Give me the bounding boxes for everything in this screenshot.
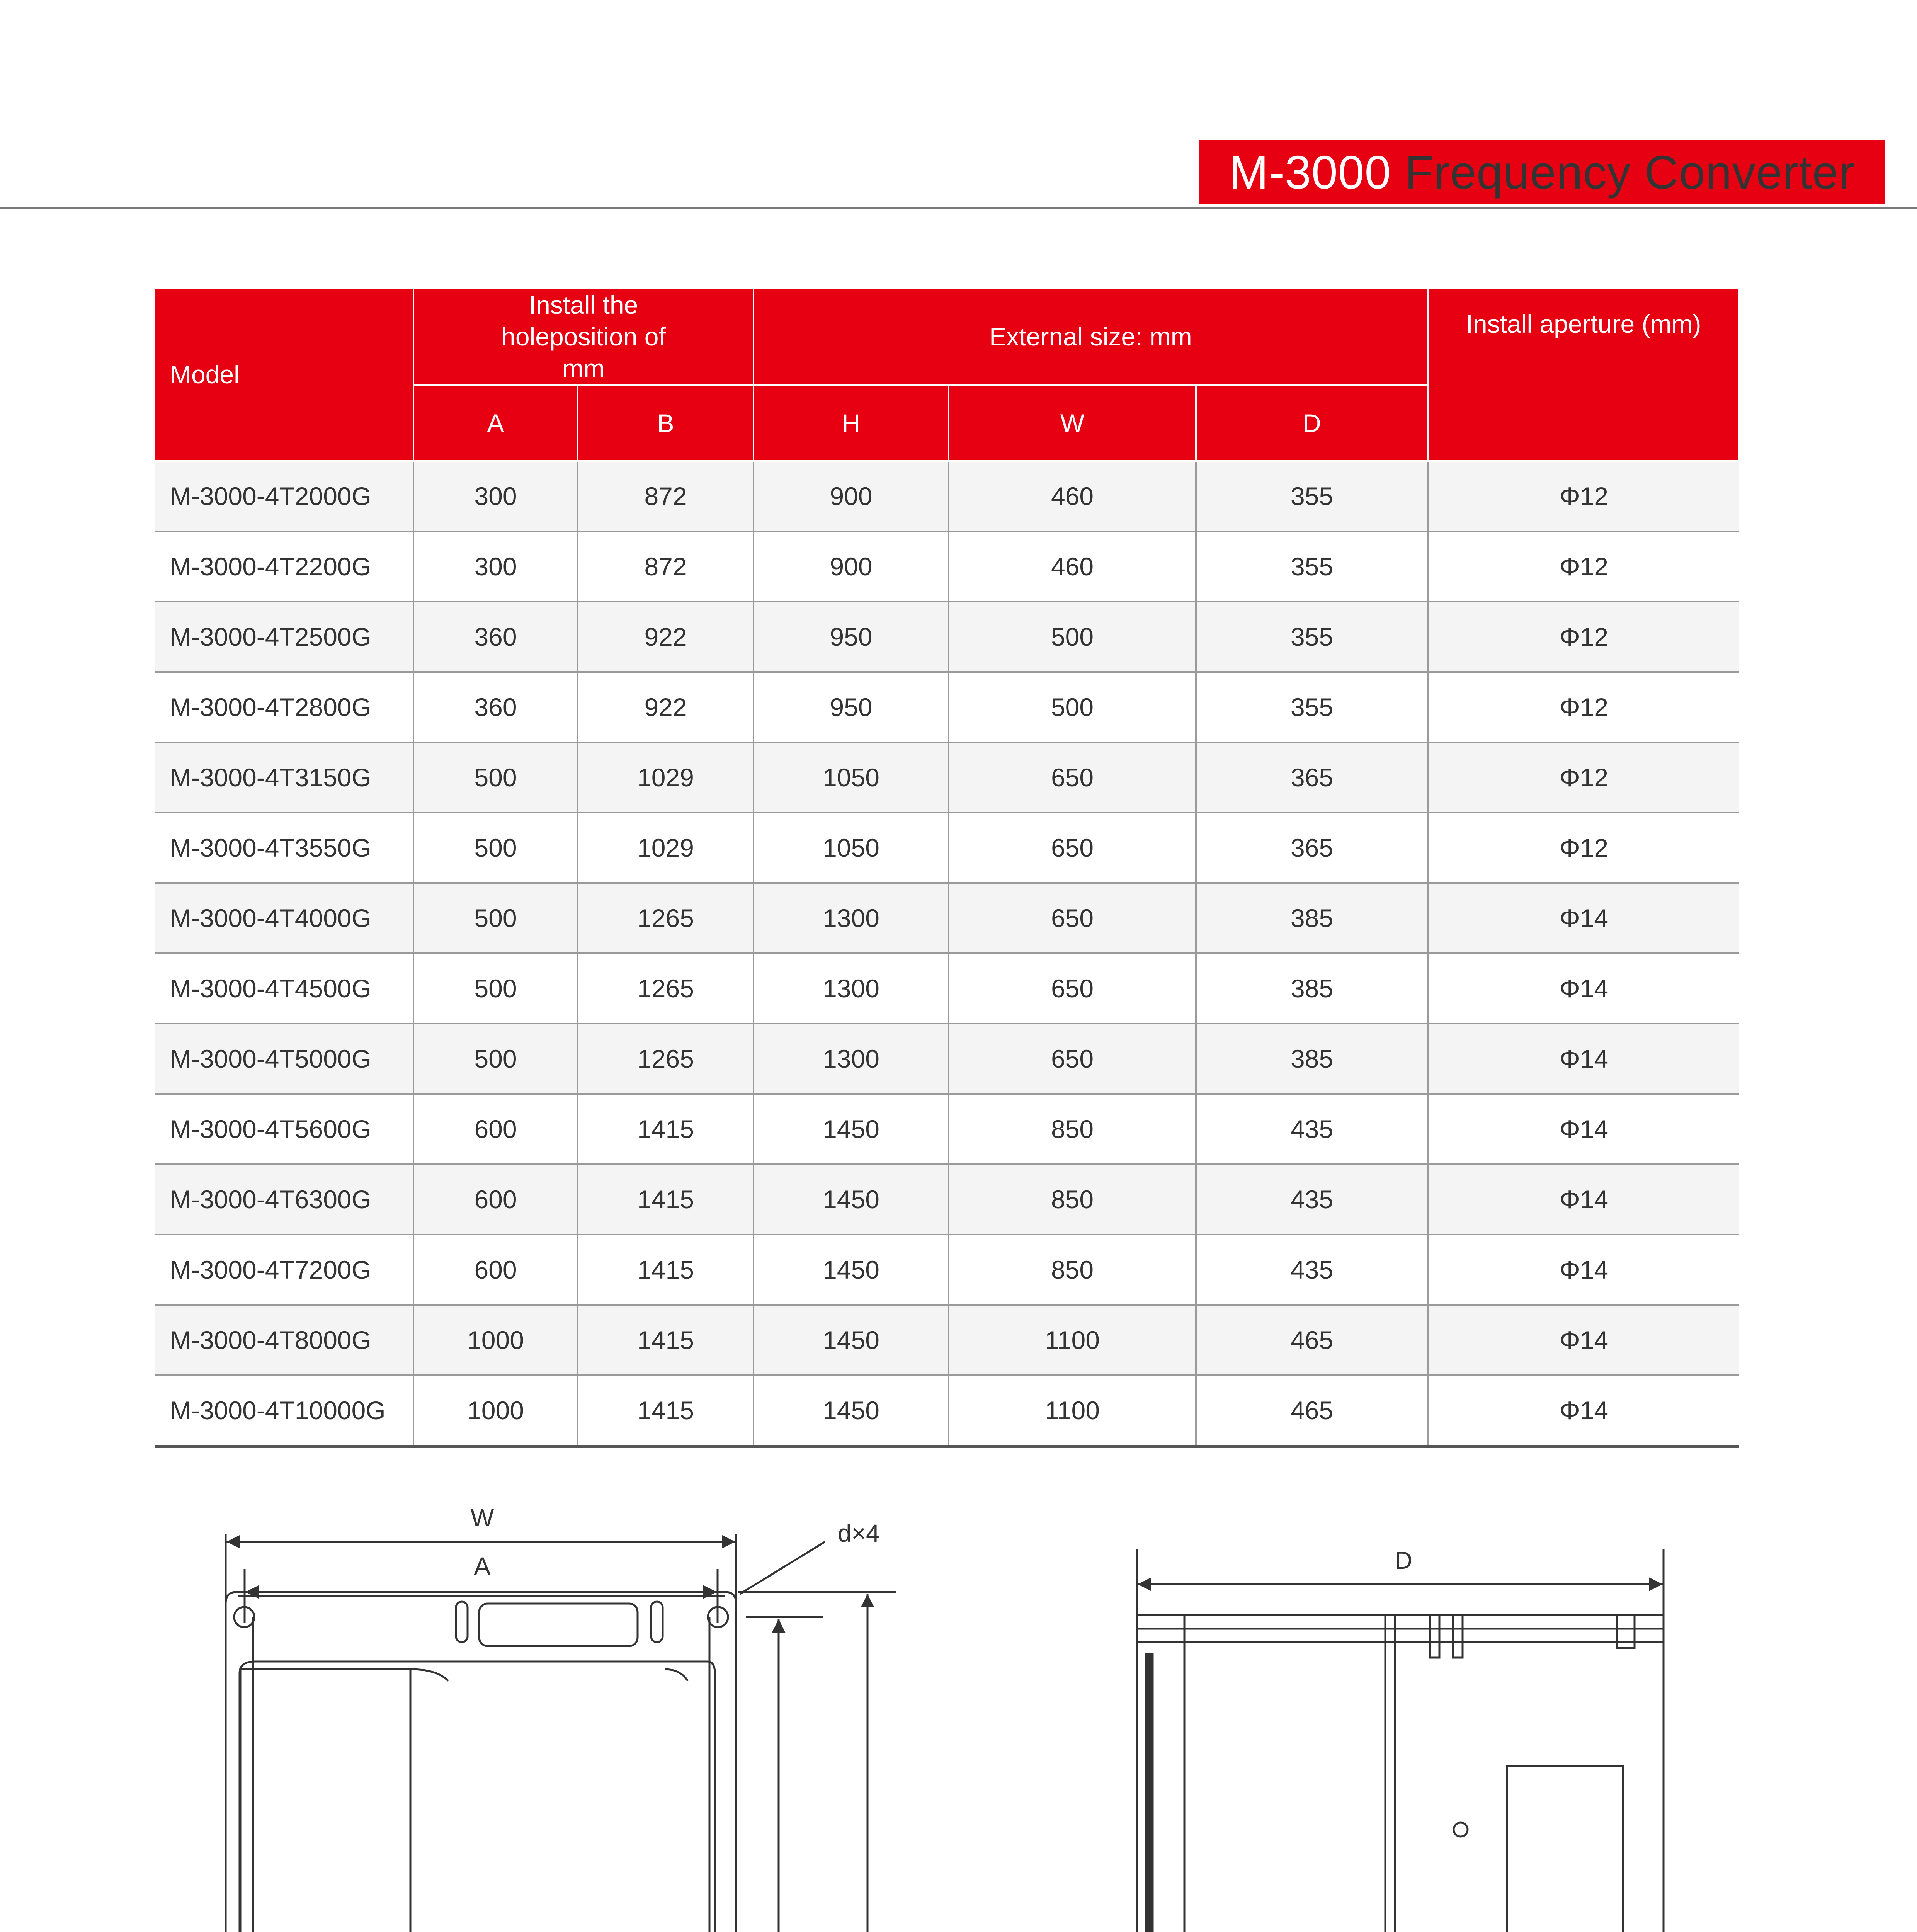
- table-cell: 460: [949, 531, 1196, 602]
- model-cell: M-3000-4T5000G: [155, 1024, 413, 1094]
- dim-label-a: A: [474, 1552, 491, 1580]
- table-cell: 355: [1196, 531, 1428, 602]
- table-cell: 385: [1196, 883, 1428, 953]
- header-title: Frequency Converter: [1405, 146, 1855, 199]
- col-header-model: Model: [155, 288, 413, 461]
- table-cell: 1265: [578, 953, 754, 1024]
- table-cell: 850: [949, 1235, 1196, 1305]
- table-cell: 435: [1196, 1235, 1428, 1305]
- model-cell: M-3000-4T3150G: [155, 742, 413, 813]
- table-cell: 600: [413, 1235, 578, 1305]
- table-cell: 500: [949, 602, 1196, 672]
- table-cell: 355: [1196, 602, 1428, 672]
- table-cell: 850: [949, 1164, 1196, 1235]
- table-cell: 1100: [949, 1305, 1196, 1375]
- table-cell: 355: [1196, 672, 1428, 742]
- col-header-aperture: Install aperture (mm): [1428, 288, 1739, 461]
- table-cell: 385: [1196, 953, 1428, 1024]
- table-cell: Φ12: [1428, 813, 1739, 883]
- table-cell: 1050: [754, 742, 949, 813]
- table-cell: 1415: [578, 1305, 754, 1375]
- table-cell: 1415: [578, 1235, 754, 1305]
- table-cell: 500: [413, 883, 578, 953]
- table-cell: Φ14: [1428, 1094, 1739, 1164]
- table-cell: 465: [1196, 1305, 1428, 1375]
- model-cell: M-3000-4T4500G: [155, 953, 413, 1024]
- table-cell: 650: [949, 1024, 1196, 1094]
- table-cell: 500: [413, 742, 578, 813]
- table-cell: 1029: [578, 813, 754, 883]
- model-cell: M-3000-4T2200G: [155, 531, 413, 602]
- table-cell: 500: [413, 813, 578, 883]
- table-cell: 872: [578, 461, 754, 531]
- front-view-drawing: [226, 1534, 896, 1932]
- table-cell: 1000: [413, 1375, 578, 1446]
- table-cell: 1450: [754, 1305, 949, 1375]
- col-subheader-h: H: [754, 385, 949, 461]
- table-cell: Φ14: [1428, 883, 1739, 953]
- table-cell: 900: [754, 531, 949, 602]
- table-cell: 1100: [949, 1375, 1196, 1446]
- header-model: M-3000: [1229, 146, 1391, 199]
- table-cell: Φ12: [1428, 461, 1739, 531]
- table-cell: 922: [578, 672, 754, 742]
- table-cell: Φ14: [1428, 1375, 1739, 1446]
- table-cell: 600: [413, 1164, 578, 1235]
- model-cell: M-3000-4T2800G: [155, 672, 413, 742]
- model-cell: M-3000-4T5600G: [155, 1094, 413, 1164]
- table-cell: 1050: [754, 813, 949, 883]
- table-cell: Φ14: [1428, 1164, 1739, 1235]
- table-cell: 1300: [754, 1024, 949, 1094]
- table-cell: Φ12: [1428, 672, 1739, 742]
- table-cell: Φ14: [1428, 1024, 1739, 1094]
- table-cell: Φ14: [1428, 953, 1739, 1024]
- table-cell: 600: [413, 1094, 578, 1164]
- col-subheader-a: A: [413, 385, 578, 461]
- side-view-drawing: [1137, 1549, 1664, 1932]
- table-cell: 300: [413, 461, 578, 531]
- col-header-install-text: Install the holeposition of mm: [501, 291, 666, 383]
- table-cell: Φ12: [1428, 602, 1739, 672]
- dim-label-d4: d×4: [838, 1519, 880, 1547]
- table-cell: 950: [754, 672, 949, 742]
- table-cell: Φ14: [1428, 1235, 1739, 1305]
- model-cell: M-3000-4T7200G: [155, 1235, 413, 1305]
- table-cell: 650: [949, 813, 1196, 883]
- table-cell: Φ14: [1428, 1305, 1739, 1375]
- table-cell: 1450: [754, 1235, 949, 1305]
- table-cell: 1265: [578, 883, 754, 953]
- dim-label-d: D: [1394, 1546, 1413, 1574]
- col-subheader-w: W: [949, 385, 1196, 461]
- model-cell: M-3000-4T2500G: [155, 602, 413, 672]
- table-cell: 500: [949, 672, 1196, 742]
- table-cell: 500: [413, 953, 578, 1024]
- model-cell: M-3000-4T3550G: [155, 813, 413, 883]
- table-cell: 1450: [754, 1375, 949, 1446]
- model-cell: M-3000-4T4000G: [155, 883, 413, 953]
- dim-label-w: W: [470, 1504, 494, 1532]
- table-cell: 1265: [578, 1024, 754, 1094]
- table-cell: 850: [949, 1094, 1196, 1164]
- table-cell: 1415: [578, 1375, 754, 1446]
- table-cell: 650: [949, 953, 1196, 1024]
- table-cell: 872: [578, 531, 754, 602]
- table-cell: 1450: [754, 1094, 949, 1164]
- table-cell: Φ12: [1428, 531, 1739, 602]
- table-cell: 355: [1196, 461, 1428, 531]
- model-cell: M-3000-4T6300G: [155, 1164, 413, 1235]
- model-cell: M-3000-4T10000G: [155, 1375, 413, 1446]
- table-cell: 465: [1196, 1375, 1428, 1446]
- table-cell: 650: [949, 883, 1196, 953]
- table-cell: 1415: [578, 1094, 754, 1164]
- table-cell: 435: [1196, 1164, 1428, 1235]
- table-cell: 1415: [578, 1164, 754, 1235]
- table-cell: 365: [1196, 742, 1428, 813]
- col-subheader-b: B: [578, 385, 754, 461]
- table-cell: 385: [1196, 1024, 1428, 1094]
- table-cell: 1000: [413, 1305, 578, 1375]
- table-cell: 360: [413, 602, 578, 672]
- table-cell: 650: [949, 742, 1196, 813]
- table-cell: 500: [413, 1024, 578, 1094]
- table-cell: 1029: [578, 742, 754, 813]
- table-cell: 365: [1196, 813, 1428, 883]
- table-cell: 1300: [754, 953, 949, 1024]
- col-header-external: External size: mm: [754, 288, 1428, 385]
- table-cell: 300: [413, 531, 578, 602]
- table-cell: 460: [949, 461, 1196, 531]
- col-subheader-d: D: [1196, 385, 1428, 461]
- table-cell: 950: [754, 602, 949, 672]
- table-cell: 900: [754, 461, 949, 531]
- table-cell: Φ12: [1428, 742, 1739, 813]
- model-cell: M-3000-4T8000G: [155, 1305, 413, 1375]
- table-cell: 360: [413, 672, 578, 742]
- model-cell: M-3000-4T2000G: [155, 461, 413, 531]
- table-cell: 1300: [754, 883, 949, 953]
- table-cell: 435: [1196, 1094, 1428, 1164]
- table-cell: 1450: [754, 1164, 949, 1235]
- table-cell: 922: [578, 602, 754, 672]
